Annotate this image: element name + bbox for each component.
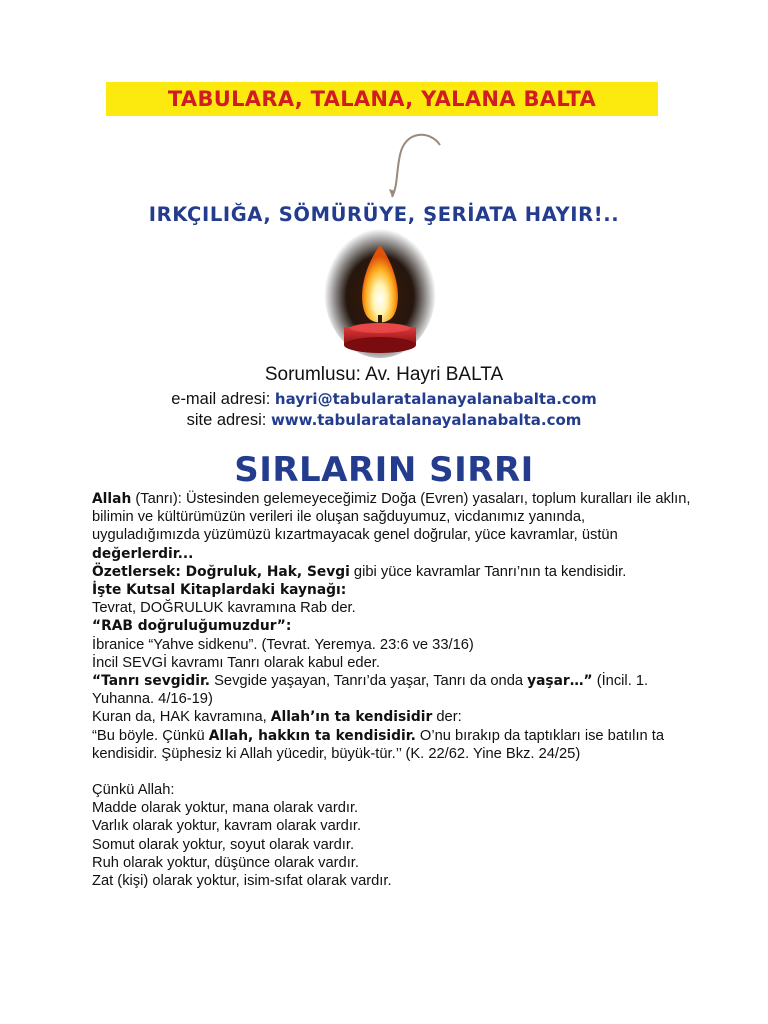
- closing-line: Ruh olarak yoktur, düşünce olarak vardır.: [92, 854, 359, 871]
- site-label: site adresi:: [186, 411, 267, 429]
- bold-term: “Tanrı sevgidir.: [92, 673, 211, 690]
- paragraph-quote: [92, 727, 692, 763]
- text: O’nu bırakıp da taptıkları ise batılın ta kendisidir. Şüphesiz ki Allah yücedir, büyük-tür.’’ (K. 22/62. Yine Bkz. 24/25): [92, 727, 665, 762]
- text: İncil SEVGİ kavramı Tanrı olarak kabul eder.: [92, 654, 380, 671]
- site-link[interactable]: www.tabularatalanayalanabalta.com: [270, 411, 582, 429]
- text: (Tanrı): Üstesinden gelemeyeceğimiz Doğa (Evren) yasaları, toplum kuralları ile aklın, bilimin ve kültürümüzün verileri ile oluşan sağduyumuz, vicdanımız yanında, uyguladığımızda yüzümüzü kızartmayacak genel doğrular, yüce kavramlar, üstün: [92, 491, 691, 544]
- bold-term: değerlerdir...: [92, 545, 194, 562]
- text: Sevgide yaşayan, Tanrı’da yaşar, Tanrı da onda: [210, 673, 528, 690]
- bold-term: yaşar…”: [527, 673, 593, 690]
- slogan: IRKÇILIĞA, SÖMÜRÜYE, ŞERİATA HAYIR!..: [148, 203, 620, 226]
- section-heading: SIRLARIN SIRRI: [234, 450, 534, 490]
- spacer: [92, 763, 692, 781]
- article-body: [92, 490, 692, 890]
- paragraph-incil: [92, 654, 692, 672]
- text: Kuran da, HAK kavramına,: [92, 709, 271, 726]
- text: “Bu böyle. Çünkü: [92, 727, 209, 744]
- closing-line: Çünkü Allah:: [92, 782, 175, 799]
- bold-term: Allah: [92, 491, 132, 507]
- candle-icon: [300, 125, 470, 365]
- title-banner: [106, 82, 658, 116]
- paragraph-ibranice: [92, 636, 692, 654]
- text: der:: [432, 709, 462, 726]
- email-line: [0, 390, 768, 409]
- paragraph-sevgi: [92, 672, 692, 708]
- paragraph-allah: [92, 490, 692, 563]
- closing-line: Zat (kişi) olarak yoktur, isim-sıfat olarak vardır.: [92, 873, 392, 890]
- closing-line: Somut olarak yoktur, soyut olarak vardır.: [92, 836, 355, 853]
- text: gibi yüce kavramlar Tanrı’nın ta kendisidir.: [349, 563, 627, 580]
- closing-line: Varlık olarak yoktur, kavram olarak vardır.: [92, 818, 362, 835]
- bold-term: Özetlersek: Doğruluk, Hak, Sevgi: [92, 563, 350, 580]
- bold-term: Allah’ın ta kendisidir: [270, 709, 433, 726]
- text: İbranice “Yahve sidkenu”. (Tevrat. Yeremya. 23:6 ve 33/16): [92, 636, 474, 653]
- paragraph-tevrat: [92, 599, 692, 617]
- site-line: [0, 411, 768, 430]
- paragraph-rab: [92, 617, 692, 635]
- responsible-line: Sorumlusu: Av. Hayri BALTA: [264, 364, 504, 385]
- text: Tevrat, DOĞRULUK kavramına Rab der.: [92, 600, 356, 617]
- text: (İncil. 1. Yuhanna. 4/16-19): [92, 673, 649, 708]
- paragraph-summary: [92, 563, 692, 581]
- email-label: e-mail adresi:: [171, 390, 271, 408]
- bold-term: Allah, hakkın ta kendisidir.: [208, 727, 416, 744]
- email-link[interactable]: hayri@tabularatalanayalanabalta.com: [274, 390, 597, 408]
- closing-line: Madde olarak yoktur, mana olarak vardır.: [92, 800, 359, 817]
- paragraph-kuran: [92, 708, 692, 726]
- bold-term: İşte Kutsal Kitaplardaki kaynağı:: [92, 582, 347, 599]
- banner-title: TABULARA, TALANA, YALANA BALTA: [167, 87, 597, 111]
- paragraph-sources: [92, 581, 692, 599]
- bold-term: “RAB doğruluğumuzdur”:: [92, 618, 292, 635]
